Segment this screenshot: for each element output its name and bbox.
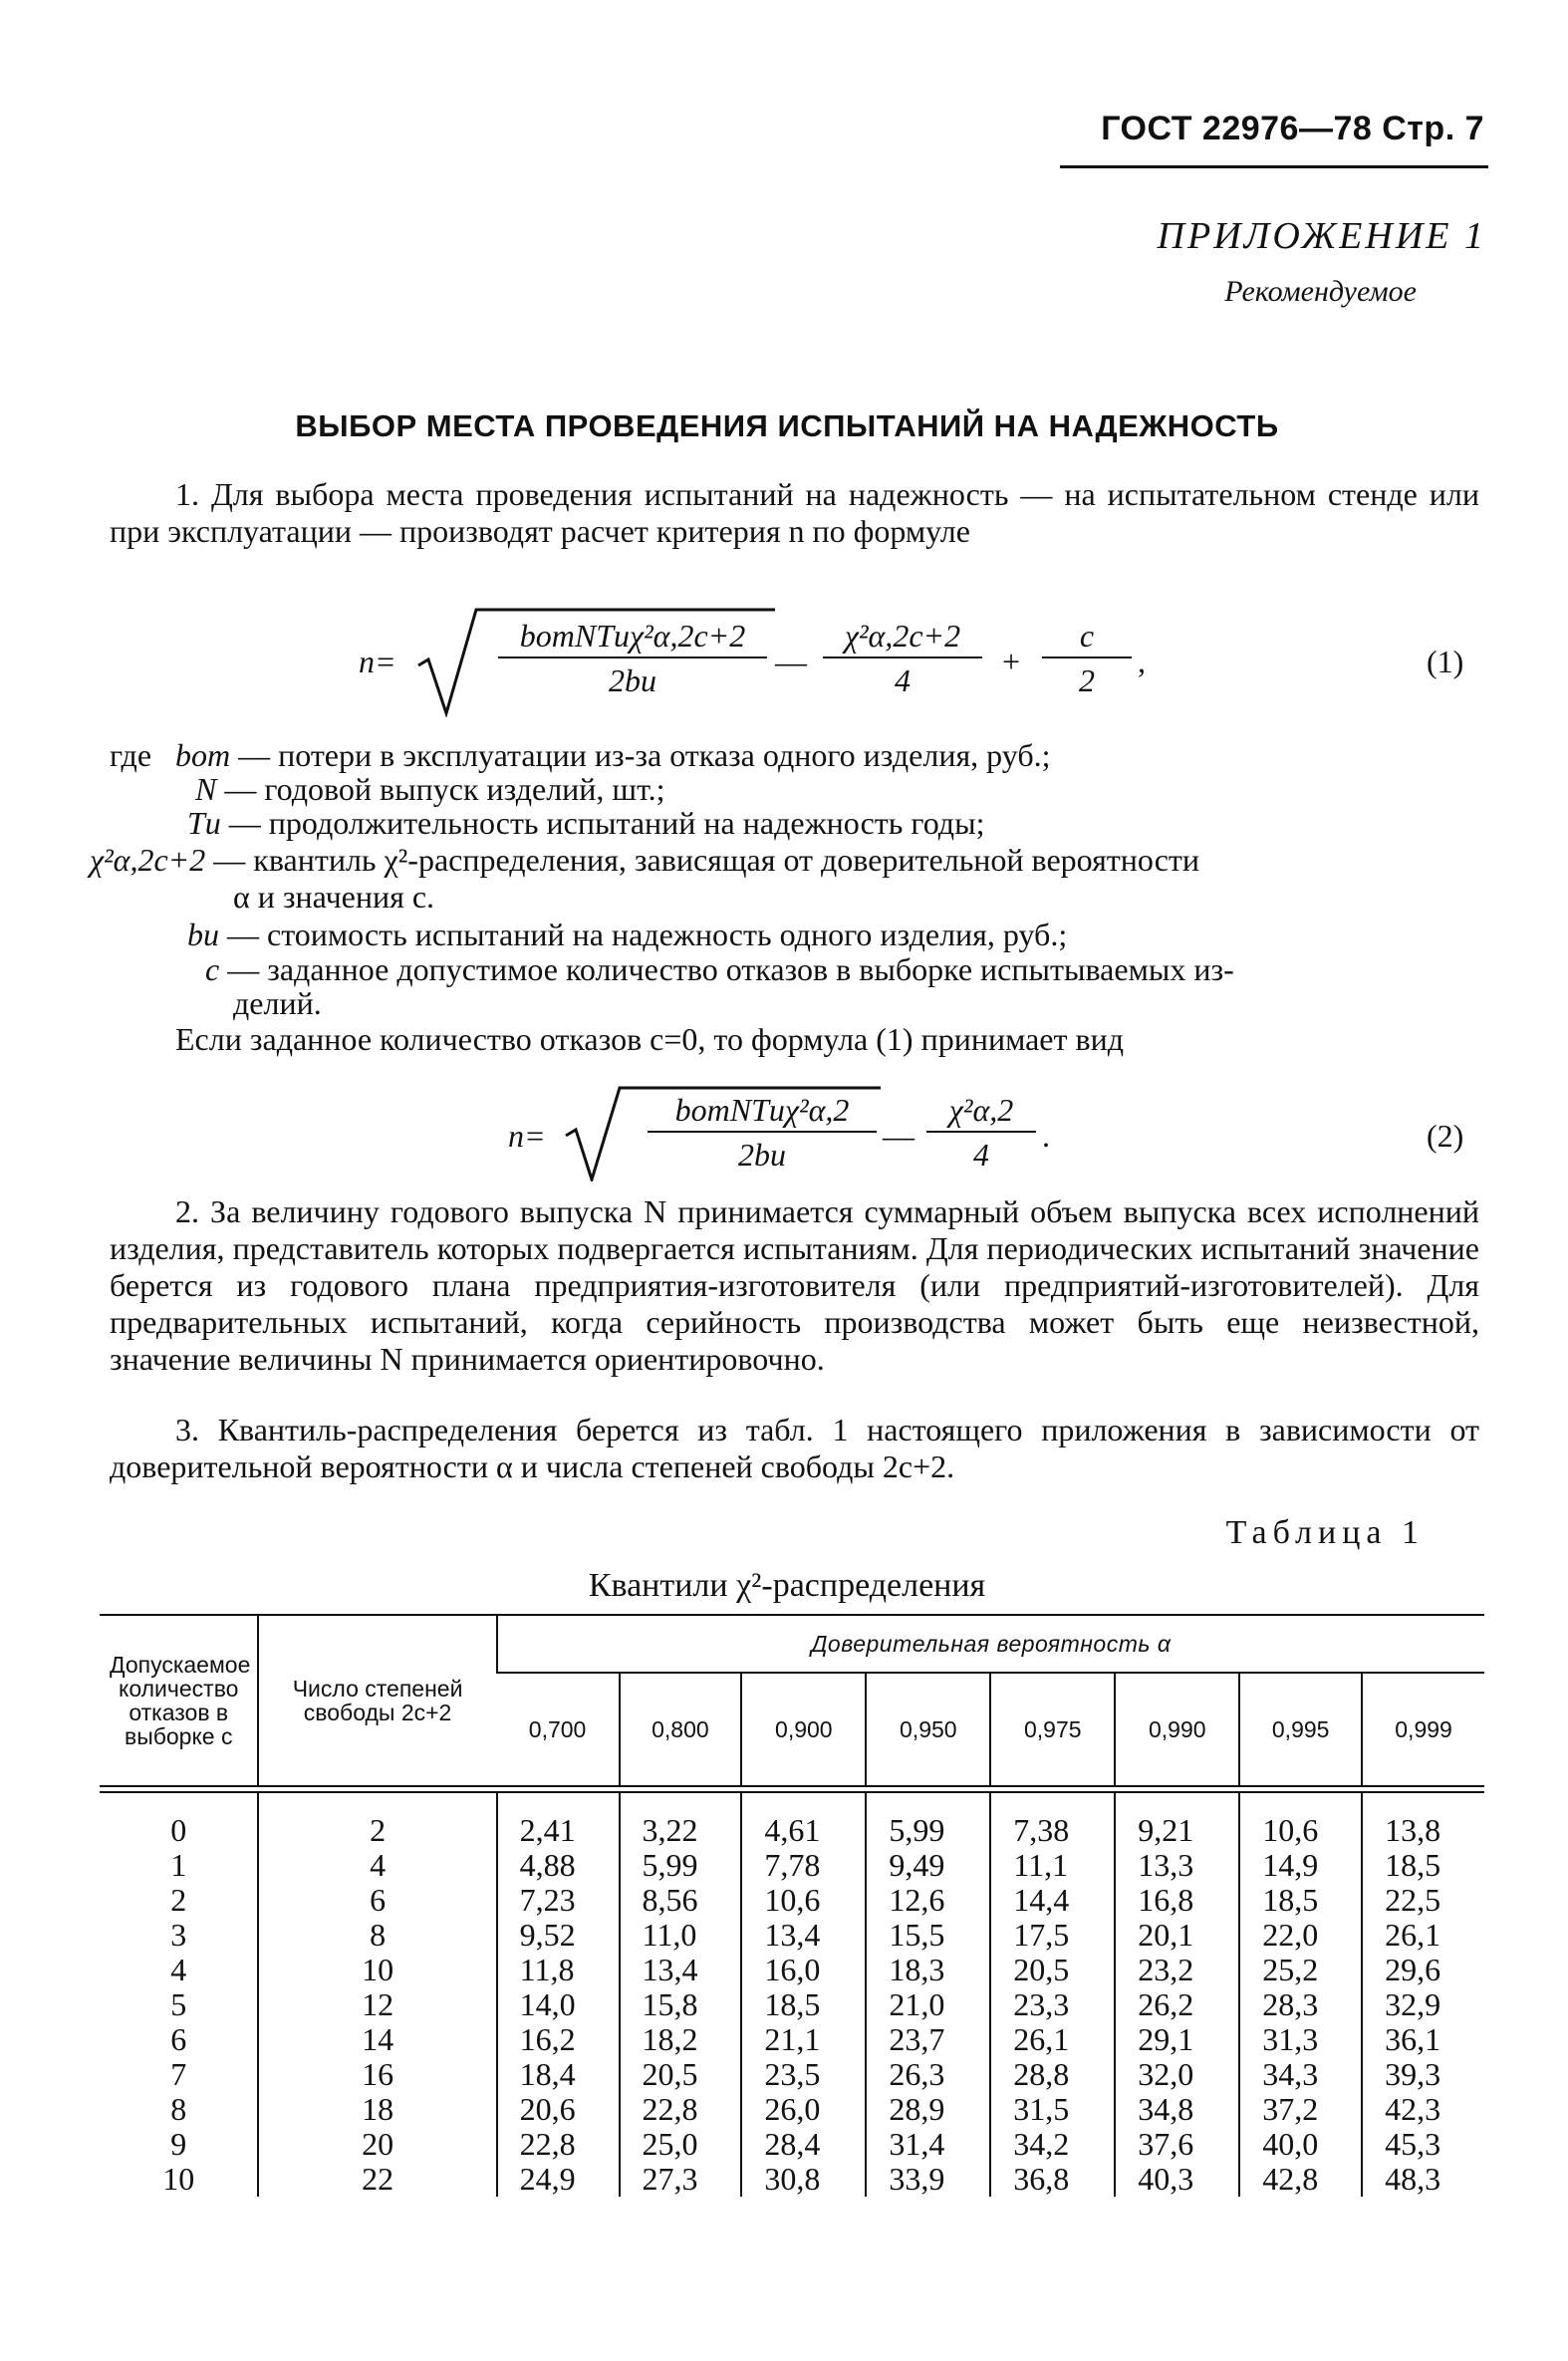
cell-quantile: 26,1 <box>990 2022 1115 2057</box>
cell-quantile: 28,4 <box>741 2127 866 2162</box>
cell-quantile: 40,3 <box>1115 2162 1239 2197</box>
cell-quantile: 20,5 <box>990 1953 1115 1987</box>
formula-2-term2-num: χ²α,2 <box>926 1092 1036 1133</box>
quantile-table <box>100 1614 1484 2197</box>
formula-1-term3-num: c <box>1042 618 1132 658</box>
def-c-cont <box>233 985 322 1022</box>
cell-quantile: 34,3 <box>1239 2057 1362 2092</box>
cell-quantile: 20,5 <box>620 2057 742 2092</box>
header-rule <box>1060 165 1488 168</box>
paragraph-c0: Если заданное количество отказов c=0, то формула (1) принимает вид <box>175 1021 1124 1057</box>
cell-quantile: 32,9 <box>1362 1987 1484 2022</box>
cell-quantile: 18,4 <box>497 2057 620 2092</box>
def-chi-cont-desc: α и значения c. <box>233 879 435 915</box>
def-n-desc: — годовой выпуск изделий, шт.; <box>224 771 665 807</box>
cell-quantile: 40,0 <box>1239 2127 1362 2162</box>
cell-quantile: 23,3 <box>990 1987 1115 2022</box>
formula-1-term1 <box>498 618 767 699</box>
cell-quantile: 27,3 <box>620 2162 742 2197</box>
cell-quantile: 14,0 <box>497 1987 620 2022</box>
cell-quantile: 11,8 <box>497 1953 620 1987</box>
cell-quantile: 23,7 <box>866 2022 990 2057</box>
cell-quantile: 16,0 <box>741 1953 866 1987</box>
cell-quantile: 48,3 <box>1362 2162 1484 2197</box>
table-row <box>100 2022 1484 2057</box>
def-n-sym: N <box>195 771 217 807</box>
col-header-prob: 0,800 <box>620 1673 742 1785</box>
formula-2-term2-den: 4 <box>973 1137 989 1173</box>
formula-2-lhs: n= <box>508 1118 546 1154</box>
formula-1-term2-num: χ²α,2c+2 <box>823 618 982 658</box>
cell-quantile: 24,9 <box>497 2162 620 2197</box>
formula-1-term3-den: 2 <box>1079 662 1095 698</box>
table-row <box>100 1953 1484 1987</box>
formula-2-term1-den: 2bи <box>738 1137 786 1173</box>
cell-dof: 10 <box>258 1953 496 1987</box>
cell-quantile: 7,23 <box>497 1883 620 1918</box>
cell-dof: 8 <box>258 1918 496 1953</box>
def-ti-sym: Tи <box>187 805 221 841</box>
cell-dof: 18 <box>258 2092 496 2127</box>
cell-quantile: 18,5 <box>1239 1883 1362 1918</box>
formula-1-minus: — <box>775 644 807 679</box>
cell-failures: 6 <box>170 2021 187 2057</box>
def-ti-desc: — продолжительность испытаний на надежность годы; <box>228 805 985 841</box>
col-header-confidence: Доверительная вероятность α <box>497 1615 1484 1673</box>
cell-quantile: 26,3 <box>866 2057 990 2092</box>
cell-quantile: 20,1 <box>1115 1918 1239 1953</box>
cell-quantile: 23,2 <box>1115 1953 1239 1987</box>
col-header-prob: 0,950 <box>866 1673 990 1785</box>
table-row <box>100 1883 1484 1918</box>
col-header-prob: 0,995 <box>1239 1673 1362 1785</box>
col-header-prob: 0,700 <box>497 1673 620 1785</box>
formula-2-tail: . <box>1042 1118 1050 1154</box>
cell-quantile: 15,5 <box>866 1918 990 1953</box>
def-chi-cont <box>233 879 434 916</box>
def-n <box>195 771 665 808</box>
def-chi-desc: — квантиль χ²-распределения, зависящая от доверительной вероятности <box>213 842 1199 878</box>
cell-failures: 0 <box>170 1812 187 1848</box>
col-header-prob: 0,900 <box>741 1673 866 1785</box>
cell-dof: 6 <box>258 1883 496 1918</box>
cell-failures: 9 <box>170 2126 187 2162</box>
cell-quantile: 30,8 <box>741 2162 866 2197</box>
cell-quantile: 25,2 <box>1239 1953 1362 1987</box>
cell-dof: 20 <box>258 2127 496 2162</box>
def-bot-desc: — потери в эксплуатации из-за отказа одного изделия, руб.; <box>238 737 1051 773</box>
formula-1-term1-num: bотNTиχ²α,2c+2 <box>498 618 767 658</box>
cell-quantile: 22,5 <box>1362 1883 1484 1918</box>
formula-1-tail: , <box>1138 644 1146 679</box>
cell-quantile: 39,3 <box>1362 2057 1484 2092</box>
table-row <box>100 2092 1484 2127</box>
cell-dof: 12 <box>258 1987 496 2022</box>
formula-2-term2 <box>926 1092 1036 1174</box>
cell-dof: 4 <box>258 1848 496 1883</box>
table-row <box>100 1793 1484 1848</box>
cell-quantile: 17,5 <box>990 1918 1115 1953</box>
header-double-rule <box>100 1785 1484 1793</box>
cell-quantile: 18,3 <box>866 1953 990 1987</box>
cell-dof: 16 <box>258 2057 496 2092</box>
cell-quantile: 9,52 <box>497 1918 620 1953</box>
table-row <box>100 2057 1484 2092</box>
cell-dof: 22 <box>258 2162 496 2197</box>
col-header-failures: Допускаемое количество отказов в выборке c <box>100 1615 258 1785</box>
def-bot <box>175 737 1050 774</box>
cell-quantile: 13,4 <box>741 1918 866 1953</box>
cell-quantile: 4,88 <box>497 1848 620 1883</box>
cell-quantile: 22,8 <box>497 2127 620 2162</box>
cell-quantile: 28,9 <box>866 2092 990 2127</box>
cell-quantile: 2,41 <box>497 1793 620 1848</box>
table-label: Таблица 1 <box>1225 1514 1425 1551</box>
formula-1-lhs: n= <box>359 644 396 679</box>
def-bi-sym: bи <box>187 917 219 952</box>
formula-2-term1 <box>648 1092 877 1174</box>
cell-quantile: 26,2 <box>1115 1987 1239 2022</box>
col-header-dof: Число степеней свободы 2c+2 <box>258 1615 496 1785</box>
cell-quantile: 28,3 <box>1239 1987 1362 2022</box>
cell-quantile: 28,8 <box>990 2057 1115 2092</box>
cell-failures: 4 <box>170 1952 187 1987</box>
cell-quantile: 31,4 <box>866 2127 990 2162</box>
paragraph-2: 2. За величину годового выпуска N принимается суммарный объем выпуска всех исполнений изделия, представитель которых подвергается испытаниям. Для периодических испытаний значение берется из годового плана предприятия-изготовителя (или предприятий-изготовителей). Для предварительных испытаний, когда серийность производства может быть еще неизвестной, значение величины N принимается ориентировочно. <box>110 1193 1479 1377</box>
cell-failures: 2 <box>170 1882 187 1918</box>
cell-quantile: 31,3 <box>1239 2022 1362 2057</box>
def-bot-sym: bот <box>175 737 231 773</box>
formula-1-term2-den: 4 <box>895 662 911 698</box>
cell-quantile: 42,3 <box>1362 2092 1484 2127</box>
cell-quantile: 18,5 <box>741 1987 866 2022</box>
section-title: ВЫБОР МЕСТА ПРОВЕДЕНИЯ ИСПЫТАНИЙ НА НАДЕЖНОСТЬ <box>295 408 1279 443</box>
cell-quantile: 3,22 <box>620 1793 742 1848</box>
cell-quantile: 10,6 <box>741 1883 866 1918</box>
where-intro: где <box>110 737 152 773</box>
cell-quantile: 13,8 <box>1362 1793 1484 1848</box>
cell-quantile: 11,0 <box>620 1918 742 1953</box>
formula-1-term2 <box>823 618 982 699</box>
paragraph-1: 1. Для выбора места проведения испытаний на надежность — на испытательном стенде или при эксплуатации — производят расчет критерия n по формуле <box>110 476 1479 549</box>
paragraph-3: 3. Квантиль-распределения берется из табл. 1 настоящего приложения в зависимости от доверительной вероятности α и числа степеней свободы 2c+2. <box>110 1412 1479 1484</box>
appendix-status: Рекомендуемое <box>1224 275 1417 308</box>
table-body <box>100 1793 1484 2197</box>
def-c <box>205 951 1234 988</box>
cell-quantile: 29,1 <box>1115 2022 1239 2057</box>
cell-quantile: 14,4 <box>990 1883 1115 1918</box>
def-bi-desc: — стоимость испытаний на надежность одного изделия, руб.; <box>227 917 1068 952</box>
def-bi <box>187 917 1067 953</box>
def-c-sym: c <box>205 951 220 987</box>
cell-quantile: 20,6 <box>497 2092 620 2127</box>
table-row <box>100 2127 1484 2162</box>
formula-1-number: (1) <box>1427 644 1464 679</box>
formula-1-term3 <box>1042 618 1132 699</box>
col-header-prob: 0,975 <box>990 1673 1115 1785</box>
cell-quantile: 31,5 <box>990 2092 1115 2127</box>
cell-quantile: 11,1 <box>990 1848 1115 1883</box>
cell-quantile: 26,0 <box>741 2092 866 2127</box>
formula-2 <box>0 1086 1568 1185</box>
cell-failures: 1 <box>170 1847 187 1883</box>
table-row <box>100 2162 1484 2197</box>
cell-quantile: 37,6 <box>1115 2127 1239 2162</box>
cell-failures: 10 <box>162 2161 195 2197</box>
cell-quantile: 4,61 <box>741 1793 866 1848</box>
col-header-prob: 0,990 <box>1115 1673 1239 1785</box>
cell-quantile: 12,6 <box>866 1883 990 1918</box>
cell-quantile: 26,1 <box>1362 1918 1484 1953</box>
cell-quantile: 16,2 <box>497 2022 620 2057</box>
cell-quantile: 5,99 <box>866 1793 990 1848</box>
formula-2-term1-num: bотNTиχ²α,2 <box>648 1092 877 1133</box>
cell-quantile: 36,1 <box>1362 2022 1484 2057</box>
formula-1 <box>0 608 1568 727</box>
cell-failures: 8 <box>170 2091 187 2127</box>
cell-quantile: 34,2 <box>990 2127 1115 2162</box>
table-row <box>100 1848 1484 1883</box>
cell-quantile: 5,99 <box>620 1848 742 1883</box>
formula-2-number: (2) <box>1427 1118 1464 1154</box>
cell-quantile: 33,9 <box>866 2162 990 2197</box>
cell-quantile: 18,5 <box>1362 1848 1484 1883</box>
cell-quantile: 21,0 <box>866 1987 990 2022</box>
cell-quantile: 21,1 <box>741 2022 866 2057</box>
cell-quantile: 36,8 <box>990 2162 1115 2197</box>
table-row <box>100 1987 1484 2022</box>
cell-failures: 3 <box>170 1917 187 1953</box>
cell-quantile: 9,21 <box>1115 1793 1239 1848</box>
formula-2-minus: — <box>883 1118 915 1154</box>
cell-quantile: 22,8 <box>620 2092 742 2127</box>
cell-quantile: 8,56 <box>620 1883 742 1918</box>
table-caption: Квантили χ²-распределения <box>588 1567 986 1604</box>
cell-quantile: 7,78 <box>741 1848 866 1883</box>
cell-quantile: 7,38 <box>990 1793 1115 1848</box>
cell-quantile: 18,2 <box>620 2022 742 2057</box>
cell-quantile: 13,4 <box>620 1953 742 1987</box>
cell-quantile: 15,8 <box>620 1987 742 2022</box>
cell-quantile: 32,0 <box>1115 2057 1239 2092</box>
formula-1-plus: + <box>1002 644 1021 679</box>
table-row <box>100 1918 1484 1953</box>
cell-quantile: 37,2 <box>1239 2092 1362 2127</box>
appendix-title: ПРИЛОЖЕНИЕ 1 <box>1157 215 1486 257</box>
col-header-prob: 0,999 <box>1362 1673 1484 1785</box>
cell-quantile: 10,6 <box>1239 1793 1362 1848</box>
standard-header: ГОСТ 22976—78 Стр. 7 <box>1101 110 1484 147</box>
cell-quantile: 9,49 <box>866 1848 990 1883</box>
def-chi-sym: χ²α,2c+2 <box>90 842 206 878</box>
def-ti <box>187 805 984 842</box>
cell-quantile: 29,6 <box>1362 1953 1484 1987</box>
def-c-desc: — заданное допустимое количество отказов в выборке испытываемых из- <box>227 951 1234 987</box>
cell-quantile: 42,8 <box>1239 2162 1362 2197</box>
cell-quantile: 25,0 <box>620 2127 742 2162</box>
formula-1-term1-den: 2bи <box>609 662 656 698</box>
cell-failures: 5 <box>170 1986 187 2022</box>
cell-failures: 7 <box>170 2056 187 2092</box>
cell-quantile: 16,8 <box>1115 1883 1239 1918</box>
cell-quantile: 34,8 <box>1115 2092 1239 2127</box>
cell-quantile: 14,9 <box>1239 1848 1362 1883</box>
cell-quantile: 23,5 <box>741 2057 866 2092</box>
cell-dof: 14 <box>258 2022 496 2057</box>
cell-quantile: 13,3 <box>1115 1848 1239 1883</box>
cell-quantile: 45,3 <box>1362 2127 1484 2162</box>
def-c-cont-desc: делий. <box>233 985 322 1021</box>
cell-quantile: 22,0 <box>1239 1918 1362 1953</box>
cell-dof: 2 <box>258 1793 496 1848</box>
def-chi <box>90 842 1199 879</box>
